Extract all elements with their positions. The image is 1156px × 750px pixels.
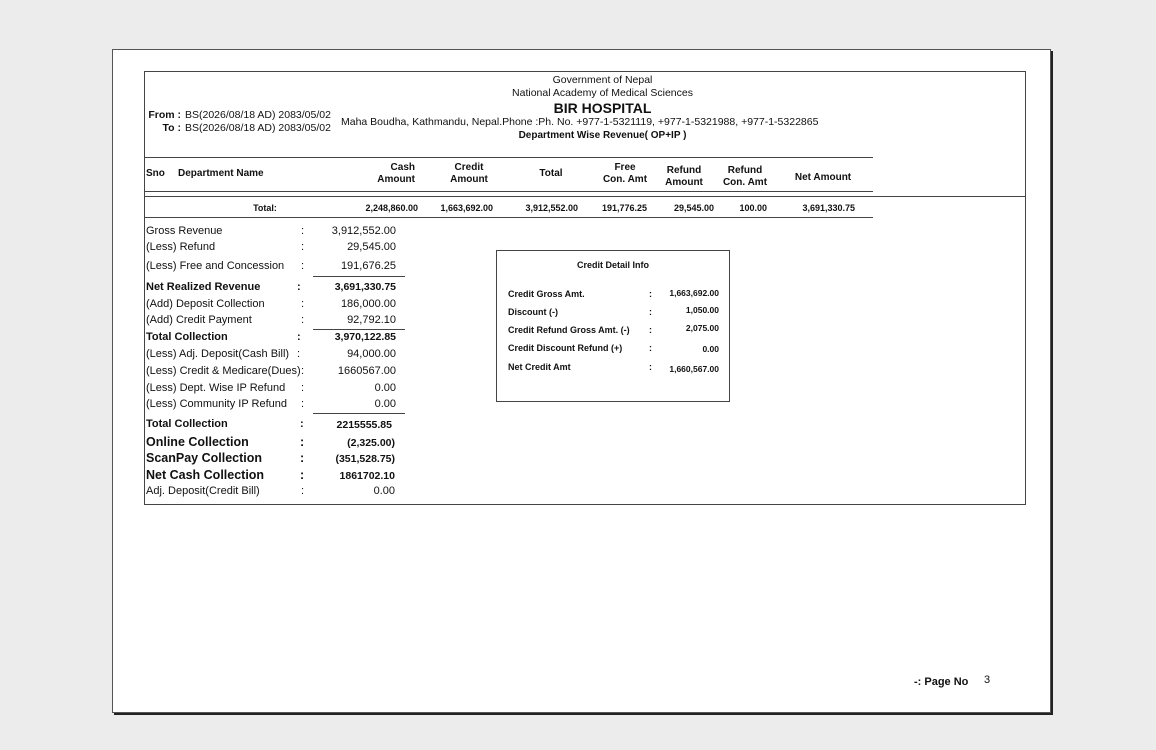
hospital-address: Maha Boudha, Kathmandu, Nepal.Phone :Ph. No. +977-1-5321119, +977-1-5321988, +977-1-5322865 [341,116,819,128]
summary-label: Total Collection [146,331,228,343]
col-refund-line1: Refund [666,165,702,176]
totals-free: 191,776.25 [601,203,647,213]
summary-label: Total Collection [146,418,228,430]
credit-row-label: Credit Discount Refund (+) [508,343,623,353]
summary-value: 1660567.00 [337,365,396,377]
credit-detail-box [496,250,730,402]
summary-value: 3,691,330.75 [334,281,396,293]
credit-detail-title: Credit Detail Info [576,260,649,270]
col-credit-line2: Amount [450,174,488,185]
col-refund-con [715,165,775,189]
summary-rule [313,329,405,330]
credit-row-colon: : [649,307,652,317]
credit-row-value: 1,050.00 [685,305,719,315]
summary-label: (Add) Credit Payment [146,314,252,326]
totals-total: 3,912,552.00 [525,203,578,213]
summary-colon: : [301,260,305,272]
summary-label: (Less) Community IP Refund [146,398,288,410]
summary-colon: : [301,365,305,377]
totals-label: Total: [253,203,277,213]
header-top-rule [145,157,873,158]
summary-colon: : [297,348,301,360]
col-refund [657,165,711,189]
summary-value: 92,792.10 [347,314,396,326]
summary-value: 191,676.25 [340,260,396,272]
col-total: Total [539,168,563,179]
summary-value: 0.00 [374,382,396,394]
report-frame [144,71,1026,505]
col-department: Department Name [178,168,264,179]
col-refcon-line1: Refund [727,165,763,176]
summary-colon: : [301,298,305,310]
summary-label: Online Collection [146,435,249,449]
summary-label: ScanPay Collection [146,451,263,465]
credit-row-label: Credit Gross Amt. [508,289,585,299]
summary-label: (Less) Credit & Medicare(Dues) [146,365,301,377]
credit-row-value: 2,075.00 [685,323,719,333]
col-refcon-line2: Con. Amt [722,177,768,188]
col-credit [437,162,501,186]
summary-value: 186,000.00 [340,298,396,310]
summary-colon: : [301,485,305,497]
credit-row-value: 1,660,567.00 [669,364,719,374]
hospital-name: BIR HOSPITAL [553,100,652,116]
summary-value: 1861702.10 [339,470,395,482]
summary-colon: : [301,382,305,394]
summary-label: (Less) Free and Concession [146,260,285,272]
col-credit-line1: Credit [454,162,484,173]
summary-value: 0.00 [373,485,395,497]
summary-label: Net Realized Revenue [146,281,261,293]
summary-colon: : [300,418,304,430]
totals-refund: 29,545.00 [673,203,714,213]
summary-rule [313,413,405,414]
totals-refund-con: 100.00 [739,203,767,213]
summary-value: 94,000.00 [347,348,396,360]
credit-row-colon: : [649,289,652,299]
header-bottom-rule-2 [145,196,1025,197]
col-free-con [595,162,655,186]
credit-row-label: Credit Refund Gross Amt. (-) [508,325,630,335]
summary-colon: : [300,435,305,449]
col-cash-line1: Cash [390,162,415,173]
col-cash-line2: Amount [377,174,415,185]
credit-row-colon: : [649,325,652,335]
summary-value: 0.00 [374,398,396,410]
summary-label: (Less) Adj. Deposit(Cash Bill) [146,348,290,360]
to-label: To : [162,122,181,134]
summary-value: 2215555.85 [336,419,392,431]
summary-label: (Less) Dept. Wise IP Refund [146,382,286,394]
report-page [112,49,1051,713]
summary-colon: : [301,398,305,410]
credit-row-value: 1,663,692.00 [669,288,719,298]
credit-row-value: 0.00 [702,344,719,354]
summary-label: (Add) Deposit Collection [146,298,265,310]
totals-net: 3,691,330.75 [802,203,855,213]
report-title: Department Wise Revenue( OP+IP ) [518,130,687,141]
summary-value: 29,545.00 [347,241,396,253]
header-bottom-rule-1 [145,191,873,192]
col-refund-line2: Amount [665,177,703,188]
summary-colon: : [297,331,301,343]
col-cash [355,162,415,186]
summary-label: Net Cash Collection [146,468,265,482]
summary-value: 3,912,552.00 [331,225,396,237]
govt-line: Government of Nepal [552,74,653,86]
from-date: BS(2026/08/18 AD) 2083/05/02 [185,109,331,121]
from-label: From : [148,109,181,121]
credit-row-label: Net Credit Amt [508,362,571,372]
summary-colon: : [297,281,301,293]
totals-credit: 1,663,692.00 [440,203,493,213]
academy-line: National Academy of Medical Sciences [512,87,693,99]
credit-row-colon: : [649,343,652,353]
summary-value: 3,970,122.85 [334,331,396,343]
credit-row-label: Discount (-) [508,307,558,317]
summary-colon: : [300,468,305,482]
col-sno: Sno [146,168,165,179]
totals-rule [145,217,873,218]
summary-label: Adj. Deposit(Credit Bill) [146,485,260,497]
to-date: BS(2026/08/18 AD) 2083/05/02 [185,122,331,134]
summary-value: (351,528.75) [335,453,395,465]
summary-colon: : [301,314,305,326]
col-free-line2: Con. Amt [602,174,648,185]
summary-colon: : [301,225,305,237]
summary-rule [313,276,405,277]
summary-colon: : [300,451,305,465]
page-number-label: -: Page No [914,676,969,688]
col-net-amount: Net Amount [794,172,852,183]
summary-value: (2,325.00) [347,437,395,449]
summary-label: Gross Revenue [146,225,223,237]
totals-cash: 2,248,860.00 [365,203,418,213]
credit-row-colon: : [649,362,652,372]
col-free-line1: Free [614,162,636,173]
page-number: 3 [984,674,991,686]
summary-colon: : [301,241,305,253]
summary-label: (Less) Refund [146,241,216,253]
